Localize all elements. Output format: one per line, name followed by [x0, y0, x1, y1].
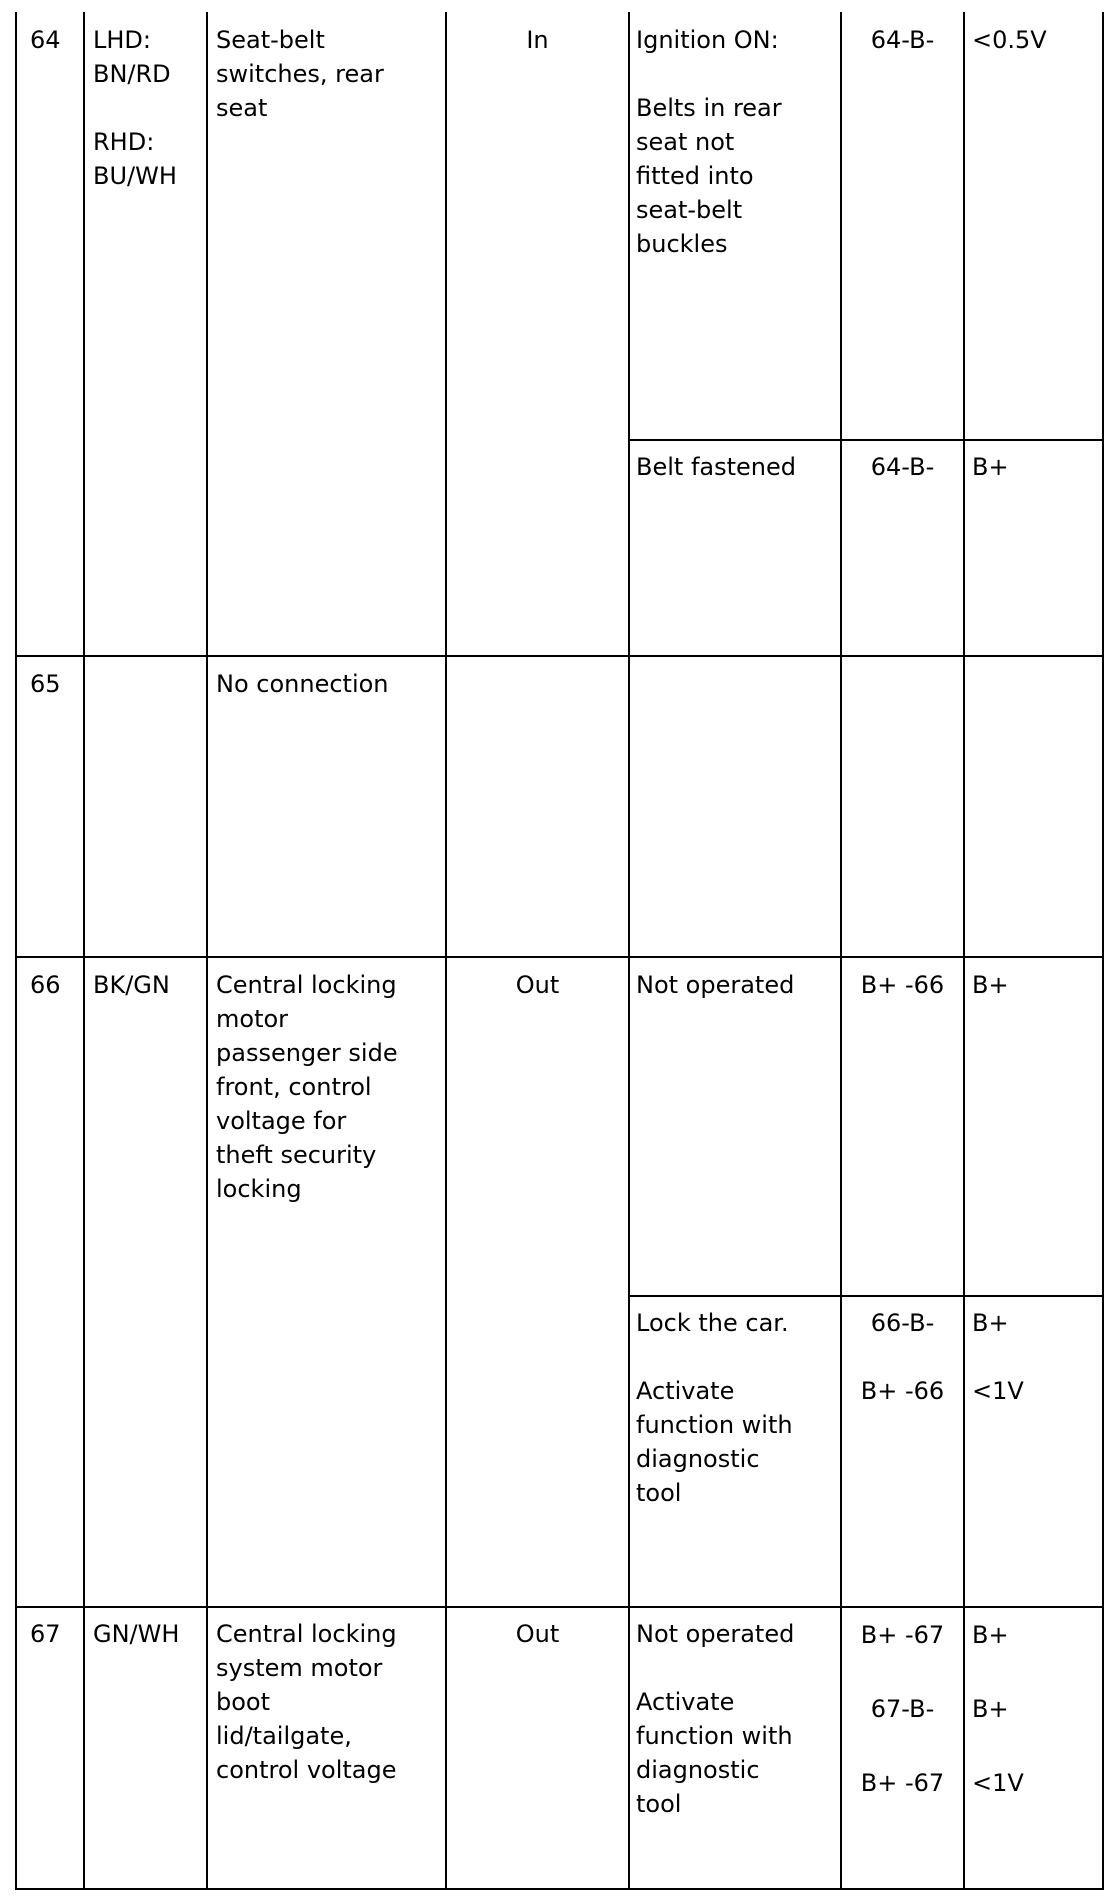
direction: Out	[515, 1620, 560, 1648]
direction: In	[526, 26, 549, 54]
description: No connection	[216, 670, 389, 698]
condition: Belt fastened	[636, 453, 796, 481]
value: B+ <1V	[972, 1309, 1024, 1405]
condition: Ignition ON: Belts in rear seat not fitted into seat-belt buckles	[636, 26, 782, 258]
wire-color: LHD: BN/RD RHD: BU/WH	[93, 26, 177, 190]
pin-number: 64	[30, 26, 61, 54]
pin-number: 67	[30, 1620, 61, 1648]
description: Seat-belt switches, rear seat	[216, 26, 384, 122]
value: B+ B+ <1V	[972, 1621, 1024, 1797]
value: <0.5V	[972, 26, 1047, 54]
condition: Lock the car. Activate function with diagnostic tool	[636, 1309, 793, 1507]
pin-number: 66	[30, 971, 61, 999]
description: Central locking system motor boot lid/tailgate, control voltage	[216, 1620, 397, 1784]
measure-point: 64-B-	[870, 453, 935, 481]
wire-color: GN/WH	[93, 1620, 180, 1648]
condition: Not operated Activate function with diagnostic tool	[636, 1620, 795, 1818]
value: B+	[972, 971, 1009, 999]
direction: Out	[515, 971, 560, 999]
measure-point: 66-B- B+ -66	[860, 1309, 945, 1405]
description: Central locking motor passenger side front, control voltage for theft security locking	[216, 971, 398, 1203]
value: B+	[972, 453, 1009, 481]
condition: Not operated	[636, 971, 795, 999]
pin-number: 65	[30, 670, 61, 698]
measure-point: 64-B-	[870, 26, 935, 54]
wire-color: BK/GN	[93, 971, 170, 999]
measure-point: B+ -66	[860, 971, 945, 999]
measure-point: B+ -67 67-B- B+ -67	[860, 1621, 945, 1797]
